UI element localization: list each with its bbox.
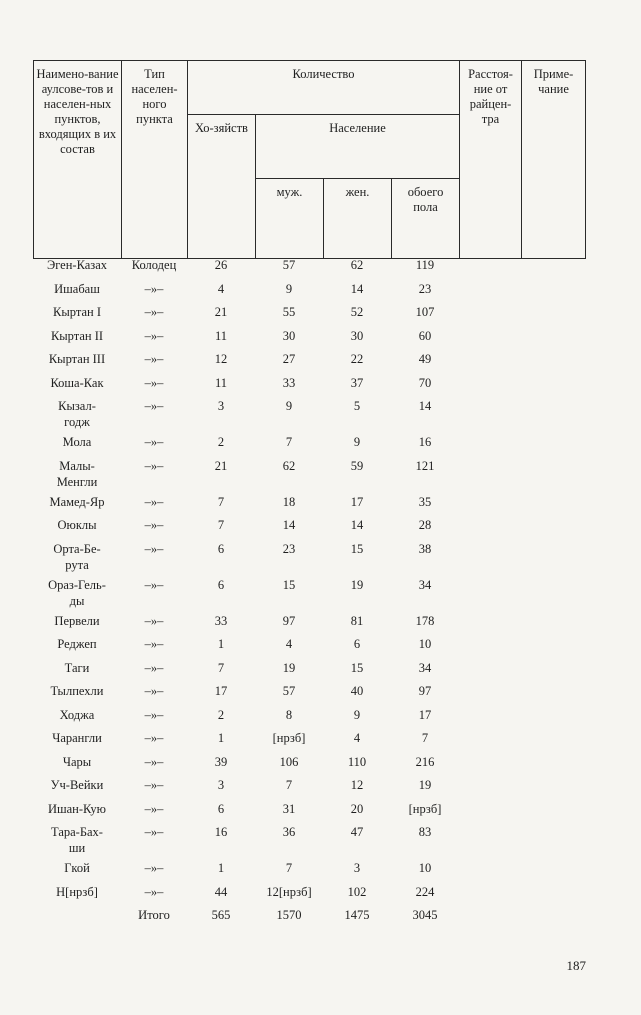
cell-female: 12 xyxy=(350,778,364,792)
table-row xyxy=(33,494,585,518)
table-row xyxy=(33,754,585,778)
cell-female: 37 xyxy=(350,375,364,390)
cell-female: 30 xyxy=(350,328,364,343)
cell-male: 1570 xyxy=(276,908,302,922)
cell-type: –»– xyxy=(144,861,164,875)
cell-female: 14 xyxy=(350,518,364,532)
table-row xyxy=(33,281,585,305)
cell-households: 7 xyxy=(217,518,225,532)
cell-type: –»– xyxy=(144,281,164,296)
cell-type: –»– xyxy=(144,518,164,532)
cell-type: –»– xyxy=(144,684,164,698)
cell-type: –»– xyxy=(144,494,164,509)
cell-total: 16 xyxy=(418,435,432,449)
cell-households: 1 xyxy=(217,731,225,745)
cell-households: 26 xyxy=(214,258,228,272)
cell-name: Тара-Бах- ши xyxy=(51,825,103,855)
cell-name: Таги xyxy=(64,660,90,675)
cell-name: Коша-Как xyxy=(50,375,104,390)
cell-female: 40 xyxy=(350,684,364,698)
cell-total: 19 xyxy=(418,778,432,792)
cell-total: 14 xyxy=(418,399,432,413)
cell-households: 6 xyxy=(217,801,225,816)
table-row xyxy=(33,398,585,434)
table-row xyxy=(33,458,585,494)
table-row xyxy=(33,824,585,860)
cell-name: Н[нрзб] xyxy=(56,884,98,899)
cell-male: 30 xyxy=(282,328,296,343)
table-row xyxy=(33,683,585,707)
cell-name: Кыртан II xyxy=(50,328,104,343)
cell-male: 9 xyxy=(285,281,293,296)
header-note: Приме-чание xyxy=(522,61,586,259)
table-row xyxy=(33,328,585,352)
cell-female: 15 xyxy=(350,660,364,675)
cell-name: Ходжа xyxy=(59,707,95,722)
cell-male: 7 xyxy=(285,778,293,792)
table-row xyxy=(33,707,585,731)
table-row xyxy=(33,730,585,754)
cell-male: 62 xyxy=(282,458,296,473)
cell-male: 106 xyxy=(279,754,299,769)
cell-total: 38 xyxy=(418,541,432,556)
cell-total: 28 xyxy=(418,518,432,532)
header-type: Тип населен-ного пункта xyxy=(122,61,188,259)
cell-type: –»– xyxy=(144,637,164,651)
cell-female: 110 xyxy=(347,754,367,769)
header-households: Хо-зяйств xyxy=(188,115,256,259)
table-row xyxy=(33,660,585,684)
cell-type: –»– xyxy=(144,660,164,675)
cell-female: 15 xyxy=(350,541,364,556)
cell-total: 178 xyxy=(415,613,435,628)
cell-total: 10 xyxy=(418,861,432,875)
cell-households: 3 xyxy=(217,399,225,413)
header-name: Наимено-вание аулсове-тов и населен-ных пунктов, входящих в их состав xyxy=(34,61,122,259)
cell-total: 107 xyxy=(415,305,435,319)
cell-male: 97 xyxy=(282,613,296,628)
table-row xyxy=(33,257,585,281)
table-row xyxy=(33,375,585,399)
cell-female: 19 xyxy=(350,577,364,592)
cell-type: Итого xyxy=(138,908,170,922)
cell-total: 119 xyxy=(415,258,435,272)
cell-female: 3 xyxy=(353,861,361,875)
cell-total: 34 xyxy=(418,577,432,592)
cell-households: 6 xyxy=(217,541,225,556)
table-row xyxy=(33,434,585,458)
cell-name: Реджеп xyxy=(57,637,97,651)
cell-total: 3045 xyxy=(412,908,438,922)
cell-households: 7 xyxy=(217,494,225,509)
cell-female: 81 xyxy=(350,613,364,628)
cell-total: 97 xyxy=(418,684,432,698)
cell-name: Ишабаш xyxy=(54,281,100,296)
cell-type: –»– xyxy=(144,884,164,899)
cell-name: Ишан-Кую xyxy=(47,801,107,816)
header-female: жен. xyxy=(324,179,392,259)
cell-households: 21 xyxy=(214,458,228,473)
cell-male: 7 xyxy=(285,861,293,875)
cell-female: 9 xyxy=(353,707,361,722)
cell-households: 4 xyxy=(217,281,225,296)
cell-type: –»– xyxy=(144,825,164,839)
table-row xyxy=(33,304,585,328)
cell-female: 47 xyxy=(350,825,364,839)
cell-total: 10 xyxy=(418,637,432,651)
cell-female: 9 xyxy=(353,435,361,449)
cell-type: –»– xyxy=(144,541,164,556)
cell-name: Кыртан III xyxy=(48,352,106,366)
table-row xyxy=(33,541,585,577)
cell-female: 4 xyxy=(353,731,361,745)
cell-type: –»– xyxy=(144,801,164,816)
cell-type: –»– xyxy=(144,731,164,745)
cell-name: Тылпехли xyxy=(50,684,104,698)
cell-households: 1 xyxy=(217,637,225,651)
cell-type: –»– xyxy=(144,778,164,792)
cell-female: 52 xyxy=(350,305,364,319)
table-row xyxy=(33,884,585,908)
cell-households: 565 xyxy=(211,908,231,922)
cell-male: [нрзб] xyxy=(272,731,306,745)
cell-type: Колодец xyxy=(131,258,177,272)
cell-households: 21 xyxy=(214,305,228,319)
cell-female: 102 xyxy=(347,884,367,899)
cell-male: 15 xyxy=(282,577,296,592)
cell-type: –»– xyxy=(144,707,164,722)
cell-male: 27 xyxy=(282,352,296,366)
cell-female: 20 xyxy=(350,801,364,816)
cell-name: Кызал- годж xyxy=(58,399,96,429)
cell-type: –»– xyxy=(144,577,164,592)
cell-households: 11 xyxy=(214,328,228,343)
cell-male: 18 xyxy=(282,494,296,509)
cell-male: 4 xyxy=(285,637,293,651)
cell-total: 70 xyxy=(418,375,432,390)
cell-female: 6 xyxy=(353,637,361,651)
cell-male: 55 xyxy=(282,305,296,319)
table-row xyxy=(33,577,585,613)
cell-type: –»– xyxy=(144,435,164,449)
cell-female: 17 xyxy=(350,494,364,509)
cell-name: Мола xyxy=(62,435,92,449)
table-row xyxy=(33,907,585,931)
header-male: муж. xyxy=(256,179,324,259)
cell-households: 1 xyxy=(217,861,225,875)
cell-total: 83 xyxy=(418,825,432,839)
cell-name: Первели xyxy=(54,613,100,628)
table-header xyxy=(33,60,586,259)
cell-total: 35 xyxy=(418,494,432,509)
cell-households: 17 xyxy=(214,684,228,698)
cell-type: –»– xyxy=(144,375,164,390)
cell-male: 9 xyxy=(285,399,293,413)
cell-name: Чары xyxy=(62,754,92,769)
table-row xyxy=(33,613,585,637)
cell-name: Гкой xyxy=(64,861,90,875)
cell-male: 57 xyxy=(282,258,296,272)
cell-total: 60 xyxy=(418,328,432,343)
cell-households: 11 xyxy=(214,375,228,390)
cell-type: –»– xyxy=(144,399,164,413)
cell-female: 59 xyxy=(350,458,364,473)
cell-name: Малы- Менгли xyxy=(56,458,98,489)
cell-female: 14 xyxy=(350,281,364,296)
cell-households: 12 xyxy=(214,352,228,366)
cell-total: 49 xyxy=(418,352,432,366)
cell-total: 34 xyxy=(418,660,432,675)
header-distance: Расстоя-ние от райцен-тра xyxy=(460,61,522,259)
cell-type: –»– xyxy=(144,613,164,628)
cell-total: [нрзб] xyxy=(408,801,442,816)
cell-female: 62 xyxy=(350,258,364,272)
cell-male: 14 xyxy=(282,518,296,532)
header-both: обоего пола xyxy=(392,179,460,259)
cell-female: 1475 xyxy=(344,908,370,922)
table-row xyxy=(33,636,585,660)
cell-name: Эген-Казах xyxy=(46,258,108,272)
table-row xyxy=(33,777,585,801)
cell-households: 3 xyxy=(217,778,225,792)
cell-female: 22 xyxy=(350,352,364,366)
cell-name: Чарангли xyxy=(52,731,102,745)
cell-total: 224 xyxy=(415,884,435,899)
cell-male: 12[нрзб] xyxy=(266,884,312,899)
cell-households: 33 xyxy=(214,613,228,628)
cell-households: 6 xyxy=(217,577,225,592)
cell-households: 39 xyxy=(214,754,228,769)
table-row xyxy=(33,860,585,884)
cell-type: –»– xyxy=(144,305,164,319)
cell-type: –»– xyxy=(144,754,164,769)
cell-male: 19 xyxy=(282,660,296,675)
cell-type: –»– xyxy=(144,328,164,343)
cell-households: 2 xyxy=(217,435,225,449)
cell-total: 17 xyxy=(418,707,432,722)
table-row xyxy=(33,517,585,541)
cell-name: Кыртан I xyxy=(53,305,101,319)
cell-total: 7 xyxy=(421,731,429,745)
table-row xyxy=(33,801,585,825)
header-population: Население xyxy=(256,115,460,179)
cell-male: 7 xyxy=(285,435,293,449)
cell-male: 23 xyxy=(282,541,296,556)
cell-name: Оюклы xyxy=(57,518,97,532)
cell-male: 8 xyxy=(285,707,293,722)
cell-type: –»– xyxy=(144,352,164,366)
cell-households: 2 xyxy=(217,707,225,722)
cell-type: –»– xyxy=(144,458,164,473)
cell-households: 44 xyxy=(214,884,228,899)
cell-households: 7 xyxy=(217,660,225,675)
cell-male: 36 xyxy=(282,825,296,839)
cell-total: 216 xyxy=(415,754,435,769)
cell-total: 121 xyxy=(415,458,435,473)
cell-male: 33 xyxy=(282,375,296,390)
cell-name: Орта-Бе- рута xyxy=(53,541,101,572)
cell-name: Уч-Вейки xyxy=(50,778,104,792)
cell-male: 57 xyxy=(282,684,296,698)
cell-male: 31 xyxy=(282,801,296,816)
header-quantity: Количество xyxy=(188,61,460,115)
cell-name: Мамед-Яр xyxy=(49,494,105,509)
cell-name: Ораз-Гель- ды xyxy=(48,577,106,608)
cell-female: 5 xyxy=(353,399,361,413)
table-row xyxy=(33,351,585,375)
cell-households: 16 xyxy=(214,825,228,839)
cell-total: 23 xyxy=(418,281,432,296)
page-number: 187 xyxy=(566,958,586,973)
